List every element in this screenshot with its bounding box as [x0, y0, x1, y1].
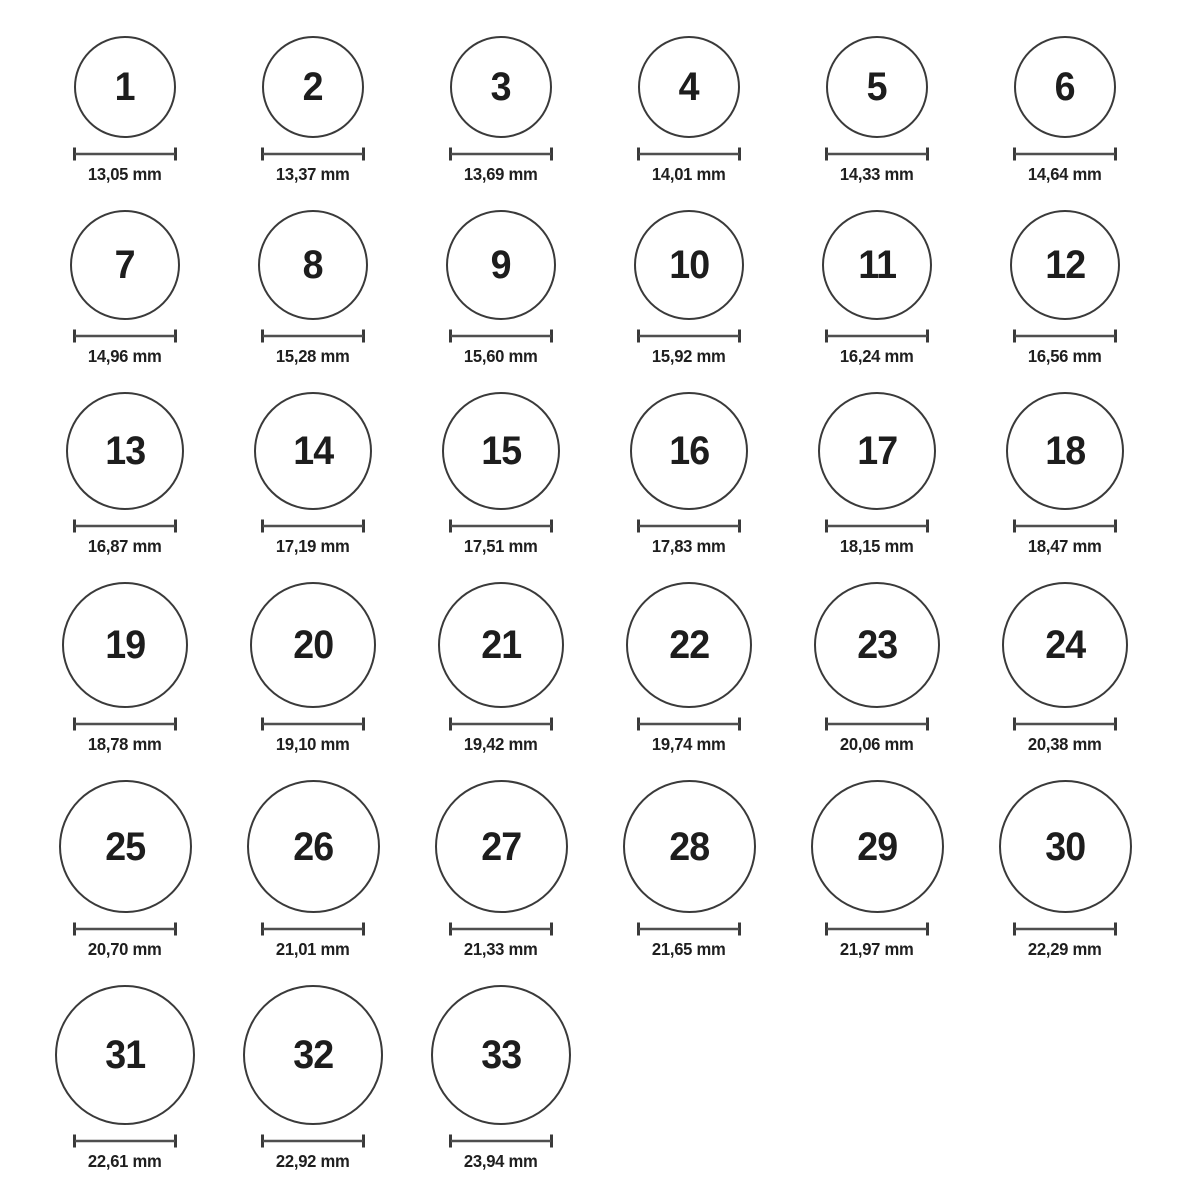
diameter-label: 13,37 mm: [276, 164, 350, 184]
ring-size-number: 29: [857, 824, 897, 869]
ring-size-number: 2: [303, 65, 323, 109]
ring-circle: [450, 36, 552, 138]
diameter-measure-icon: [261, 329, 365, 343]
diameter-measure-icon: [73, 329, 177, 343]
ring-circle: [826, 36, 928, 138]
ring-size-cell: [407, 582, 595, 755]
ring-circle: [431, 985, 571, 1125]
ring-size-cell: [31, 210, 219, 367]
chart-row: [31, 582, 1200, 755]
diameter-label: 21,97 mm: [840, 939, 914, 959]
ring-size-number: 26: [293, 824, 333, 869]
ring-circle: [811, 780, 944, 913]
diameter-label: 20,70 mm: [88, 939, 162, 959]
ring-size-number: 30: [1045, 824, 1085, 869]
ring-circle: [262, 36, 364, 138]
ring-size-cell: [407, 36, 595, 185]
ring-circle: [74, 36, 176, 138]
ring-circle: [630, 392, 748, 510]
diameter-label: 22,61 mm: [88, 1151, 162, 1171]
diameter-label: 15,60 mm: [464, 346, 538, 366]
ring-size-number: 8: [303, 243, 323, 287]
chart-row: [31, 985, 1200, 1172]
ring-circle: [442, 392, 560, 510]
diameter-measure-icon: [261, 717, 365, 731]
ring-size-cell: [31, 392, 219, 557]
diameter-label: 14,64 mm: [1028, 164, 1102, 184]
ring-circle: [818, 392, 936, 510]
ring-circle: [1002, 582, 1128, 708]
diameter-label: 17,51 mm: [464, 536, 538, 556]
ring-size-number: 25: [105, 824, 145, 869]
ring-circle: [1010, 210, 1120, 320]
diameter-label: 19,10 mm: [276, 734, 350, 754]
diameter-measure-icon: [73, 1134, 177, 1148]
ring-size-cell: [407, 392, 595, 557]
ring-size-cell: [407, 210, 595, 367]
diameter-measure-icon: [637, 329, 741, 343]
diameter-label: 14,33 mm: [840, 164, 914, 184]
diameter-measure-icon: [637, 147, 741, 161]
ring-size-number: 15: [481, 429, 521, 473]
diameter-measure-icon: [449, 717, 553, 731]
ring-circle: [70, 210, 180, 320]
diameter-label: 16,56 mm: [1028, 346, 1102, 366]
diameter-measure-icon: [637, 717, 741, 731]
ring-size-cell: [971, 582, 1159, 755]
ring-size-cell: [971, 36, 1159, 185]
diameter-label: 15,92 mm: [652, 346, 726, 366]
ring-size-number: 11: [858, 243, 896, 287]
ring-circle: [626, 582, 752, 708]
diameter-label: 14,01 mm: [652, 164, 726, 184]
diameter-measure-icon: [825, 147, 929, 161]
ring-size-number: 22: [669, 623, 709, 667]
ring-size-cell: [219, 582, 407, 755]
diameter-label: 18,15 mm: [840, 536, 914, 556]
ring-size-number: 23: [857, 623, 897, 667]
diameter-measure-icon: [825, 922, 929, 936]
ring-size-number: 17: [857, 429, 897, 473]
diameter-label: 13,05 mm: [88, 164, 162, 184]
ring-circle: [247, 780, 380, 913]
ring-size-cell: [971, 780, 1159, 960]
ring-size-cell: [31, 985, 219, 1172]
ring-size-cell: [219, 985, 407, 1172]
diameter-measure-icon: [73, 922, 177, 936]
ring-size-cell: [595, 780, 783, 960]
diameter-measure-icon: [1013, 147, 1117, 161]
diameter-measure-icon: [449, 922, 553, 936]
diameter-measure-icon: [449, 329, 553, 343]
chart-row: [31, 780, 1200, 960]
ring-size-number: 5: [867, 65, 887, 109]
ring-size-number: 33: [481, 1033, 521, 1077]
diameter-measure-icon: [825, 329, 929, 343]
ring-size-cell: [595, 392, 783, 557]
diameter-label: 18,47 mm: [1028, 536, 1102, 556]
diameter-label: 14,96 mm: [88, 346, 162, 366]
diameter-measure-icon: [637, 519, 741, 533]
ring-circle: [250, 582, 376, 708]
ring-size-cell: [219, 210, 407, 367]
diameter-label: 17,19 mm: [276, 536, 350, 556]
ring-circle: [634, 210, 744, 320]
ring-size-cell: [31, 780, 219, 960]
ring-size-number: 27: [481, 824, 521, 869]
diameter-label: 21,33 mm: [464, 939, 538, 959]
diameter-measure-icon: [261, 1134, 365, 1148]
ring-size-number: 21: [481, 623, 521, 667]
ring-size-number: 4: [679, 65, 699, 109]
ring-size-number: 18: [1045, 429, 1085, 473]
diameter-label: 23,94 mm: [464, 1151, 538, 1171]
ring-circle: [638, 36, 740, 138]
diameter-label: 22,92 mm: [276, 1151, 350, 1171]
ring-size-cell: [595, 210, 783, 367]
ring-size-cell: [407, 780, 595, 960]
ring-size-number: 14: [293, 429, 333, 473]
ring-size-cell: [783, 392, 971, 557]
ring-circle: [1006, 392, 1124, 510]
ring-size-cell: [31, 582, 219, 755]
ring-circle: [446, 210, 556, 320]
ring-size-number: 3: [491, 65, 511, 109]
ring-size-number: 10: [669, 243, 709, 287]
diameter-measure-icon: [825, 519, 929, 533]
ring-circle: [55, 985, 195, 1125]
diameter-label: 22,29 mm: [1028, 939, 1102, 959]
ring-size-number: 24: [1045, 623, 1085, 667]
diameter-label: 17,83 mm: [652, 536, 726, 556]
diameter-measure-icon: [261, 519, 365, 533]
ring-circle: [62, 582, 188, 708]
diameter-label: 21,65 mm: [652, 939, 726, 959]
ring-circle: [1014, 36, 1116, 138]
ring-size-cell: [971, 392, 1159, 557]
ring-circle: [999, 780, 1132, 913]
diameter-measure-icon: [73, 519, 177, 533]
diameter-label: 15,28 mm: [276, 346, 350, 366]
ring-size-number: 20: [293, 623, 333, 667]
ring-size-number: 12: [1045, 243, 1085, 287]
ring-size-number: 19: [105, 623, 145, 667]
ring-size-number: 9: [491, 243, 511, 287]
ring-size-cell: [219, 392, 407, 557]
diameter-label: 20,38 mm: [1028, 734, 1102, 754]
ring-size-number: 28: [669, 824, 709, 869]
diameter-label: 20,06 mm: [840, 734, 914, 754]
diameter-label: 13,69 mm: [464, 164, 538, 184]
ring-circle: [66, 392, 184, 510]
diameter-label: 18,78 mm: [88, 734, 162, 754]
diameter-label: 16,87 mm: [88, 536, 162, 556]
diameter-measure-icon: [637, 922, 741, 936]
diameter-measure-icon: [1013, 717, 1117, 731]
ring-circle: [623, 780, 756, 913]
diameter-measure-icon: [1013, 922, 1117, 936]
ring-size-cell: [219, 780, 407, 960]
ring-size-number: 7: [115, 243, 135, 287]
ring-size-number: 16: [669, 429, 709, 473]
ring-size-cell: [971, 210, 1159, 367]
ring-size-cell: [783, 210, 971, 367]
diameter-label: 19,42 mm: [464, 734, 538, 754]
diameter-label: 16,24 mm: [840, 346, 914, 366]
ring-circle: [822, 210, 932, 320]
ring-size-number: 31: [105, 1033, 145, 1077]
ring-size-cell: [595, 36, 783, 185]
chart-row: [31, 36, 1200, 185]
diameter-measure-icon: [261, 922, 365, 936]
diameter-measure-icon: [449, 1134, 553, 1148]
ring-circle: [438, 582, 564, 708]
ring-size-cell: [595, 582, 783, 755]
ring-circle: [435, 780, 568, 913]
ring-circle: [254, 392, 372, 510]
ring-size-cell: [407, 985, 595, 1172]
ring-circle: [814, 582, 940, 708]
diameter-label: 21,01 mm: [276, 939, 350, 959]
ring-size-number: 13: [105, 429, 145, 473]
ring-circle: [59, 780, 192, 913]
diameter-measure-icon: [73, 717, 177, 731]
chart-row: [31, 210, 1200, 367]
diameter-measure-icon: [1013, 329, 1117, 343]
ring-size-number: 6: [1055, 65, 1075, 109]
diameter-measure-icon: [1013, 519, 1117, 533]
chart-row: [31, 392, 1200, 557]
diameter-measure-icon: [73, 147, 177, 161]
ring-size-cell: [783, 582, 971, 755]
diameter-label: 19,74 mm: [652, 734, 726, 754]
diameter-measure-icon: [825, 717, 929, 731]
ring-size-number: 1: [115, 65, 135, 109]
ring-size-cell: [783, 780, 971, 960]
ring-circle: [258, 210, 368, 320]
ring-size-number: 32: [293, 1033, 333, 1077]
diameter-measure-icon: [449, 519, 553, 533]
ring-size-cell: [31, 36, 219, 185]
diameter-measure-icon: [261, 147, 365, 161]
ring-size-cell: [783, 36, 971, 185]
ring-size-cell: [219, 36, 407, 185]
diameter-measure-icon: [449, 147, 553, 161]
ring-circle: [243, 985, 383, 1125]
